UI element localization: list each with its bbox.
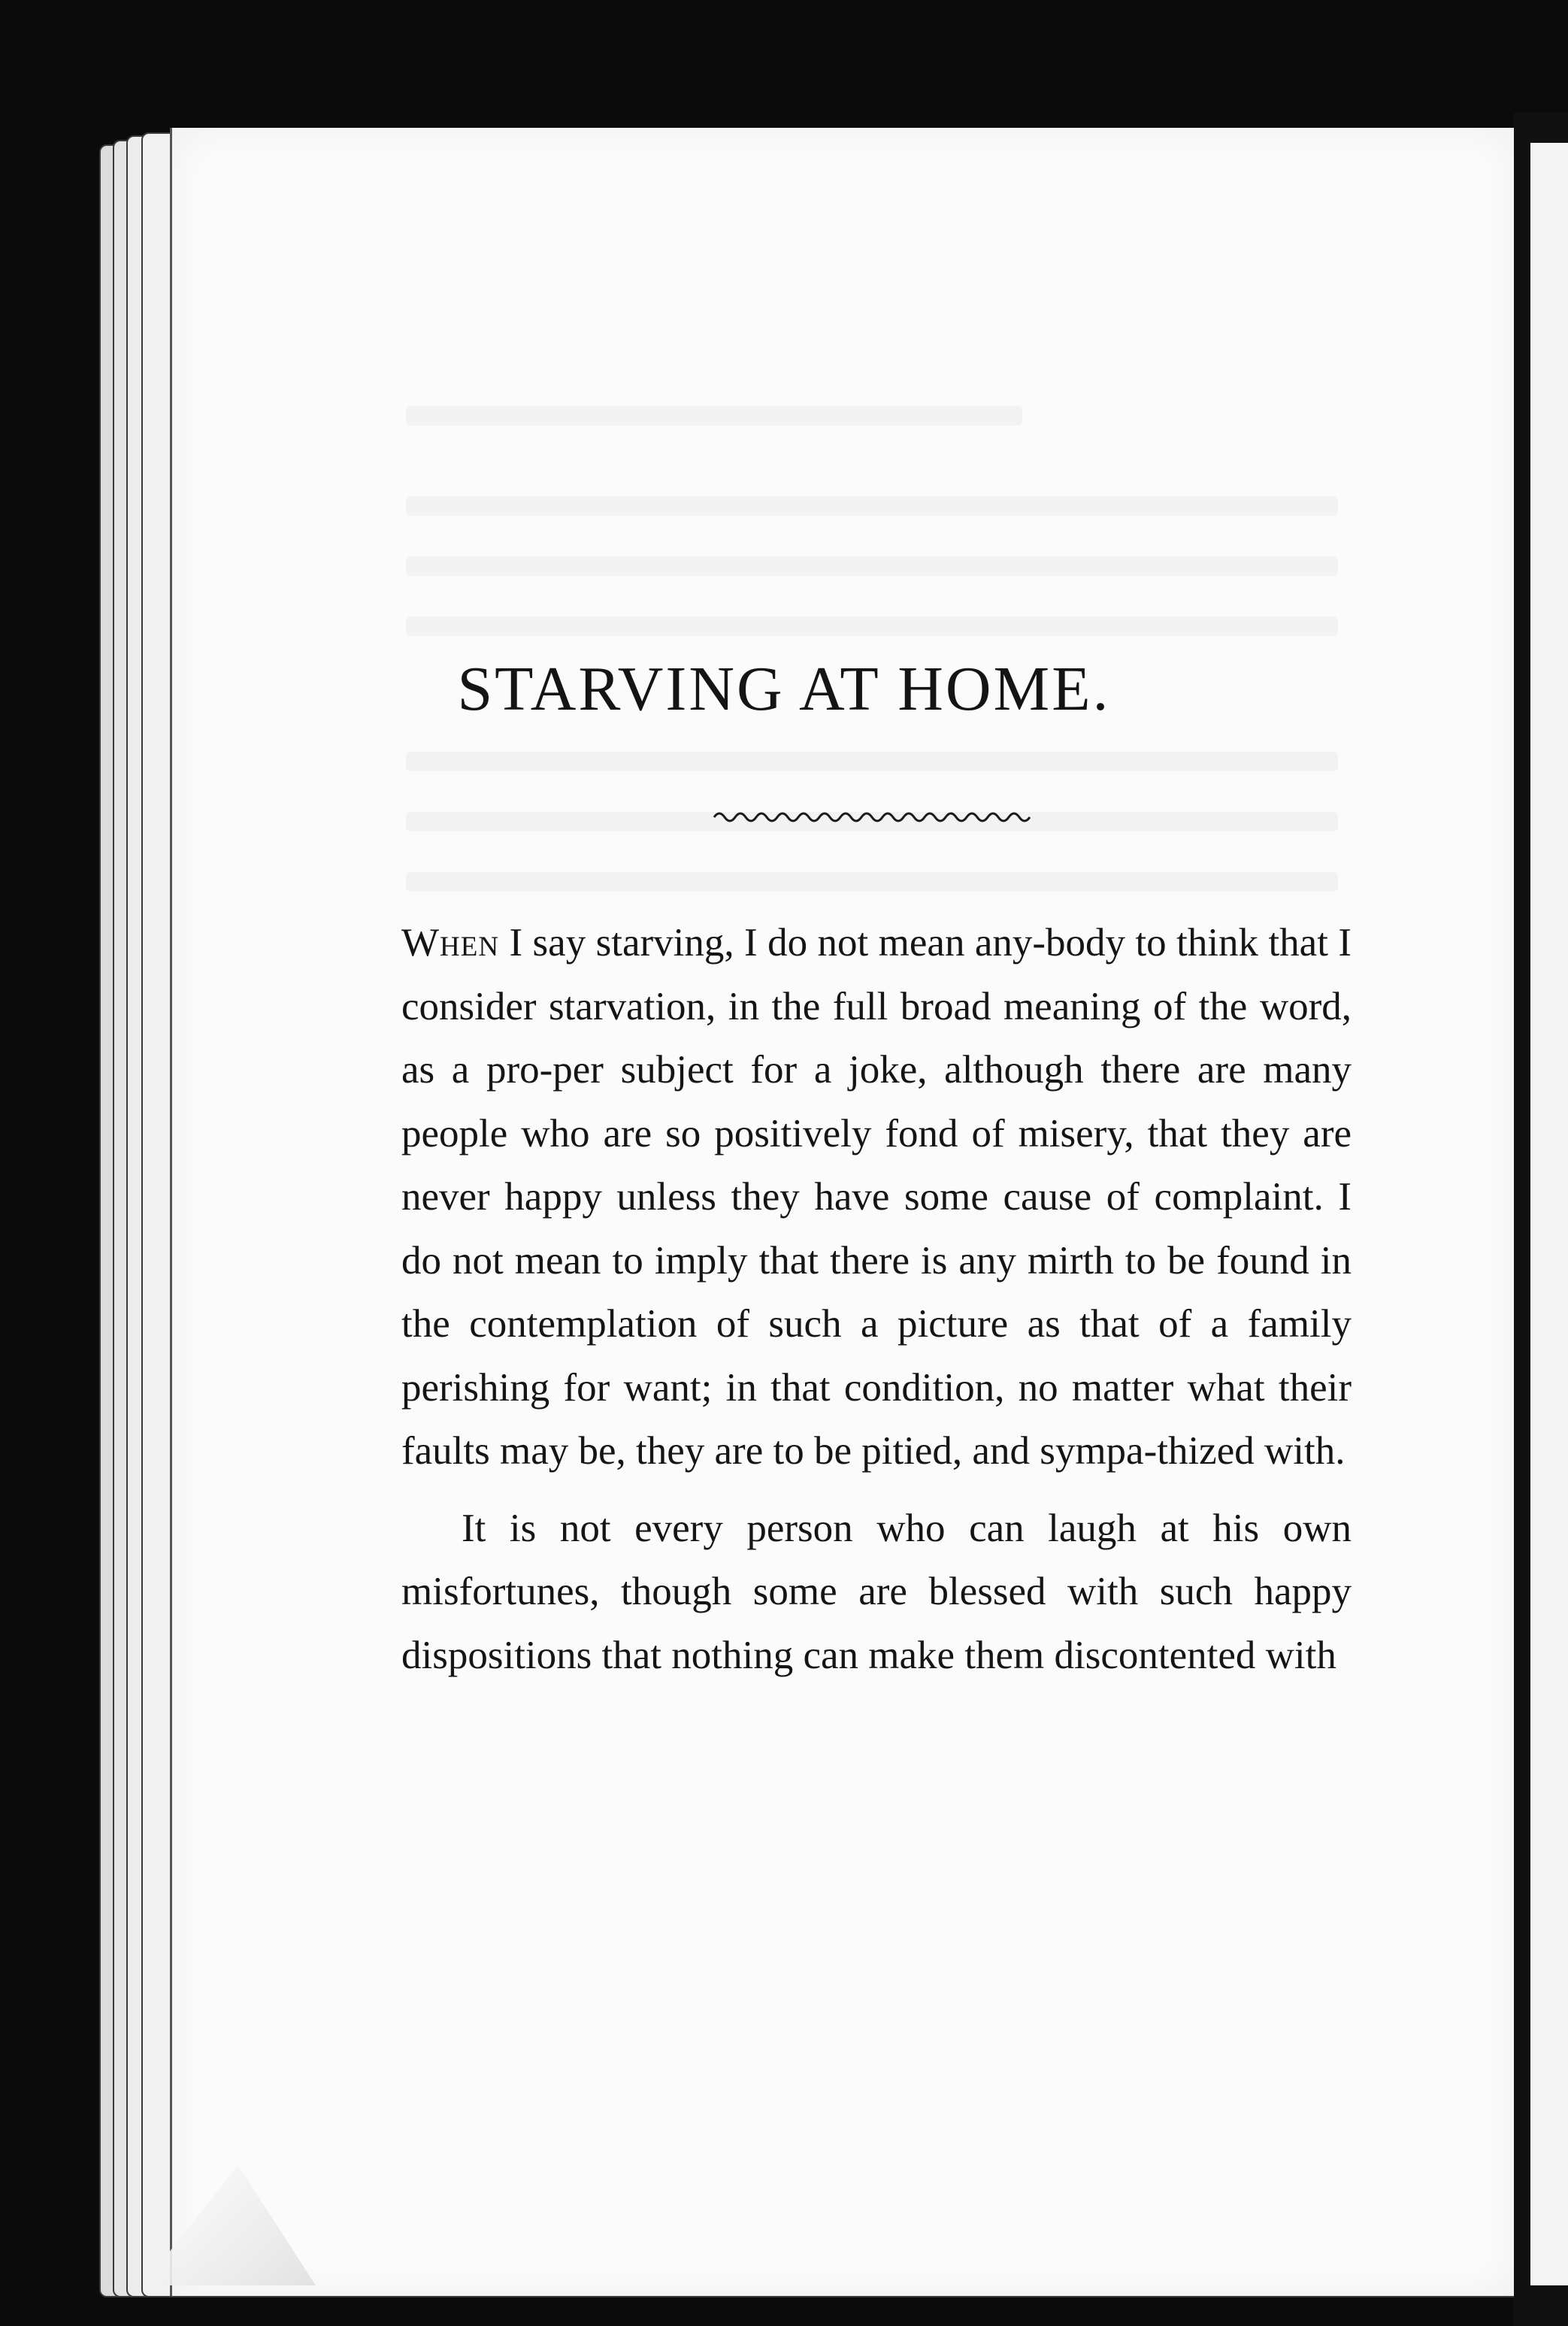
adjacent-page-edge <box>1530 143 1568 2285</box>
paragraph-text: I say starving, I do not mean any-body to think that I consider starvation, in the full broad meaning of the word, as a pro-per subject for a joke, although there are many people who are so positively fond of misery, that they are never happy unless they have some cause of complaint. I do not mean to imply that there is any mirth to be found in the contemplation of such a picture as that of a family perishing for want; in that condition, no matter what their faults may be, they are to be pitied, and sympa-thized with. <box>401 921 1352 1473</box>
body-text <box>401 911 1352 1687</box>
wavy-rule-ornament-icon <box>710 806 1041 828</box>
chapter-title: STARVING AT HOME. <box>457 654 1111 724</box>
paragraph <box>401 911 1352 1483</box>
drop-word: When <box>401 921 500 965</box>
paragraph-text: It is not every person who can laugh at his own misfortunes, though some are blessed with such happy dispositions that nothing can make them discontented with <box>401 1506 1352 1677</box>
paragraph <box>401 1497 1352 1688</box>
